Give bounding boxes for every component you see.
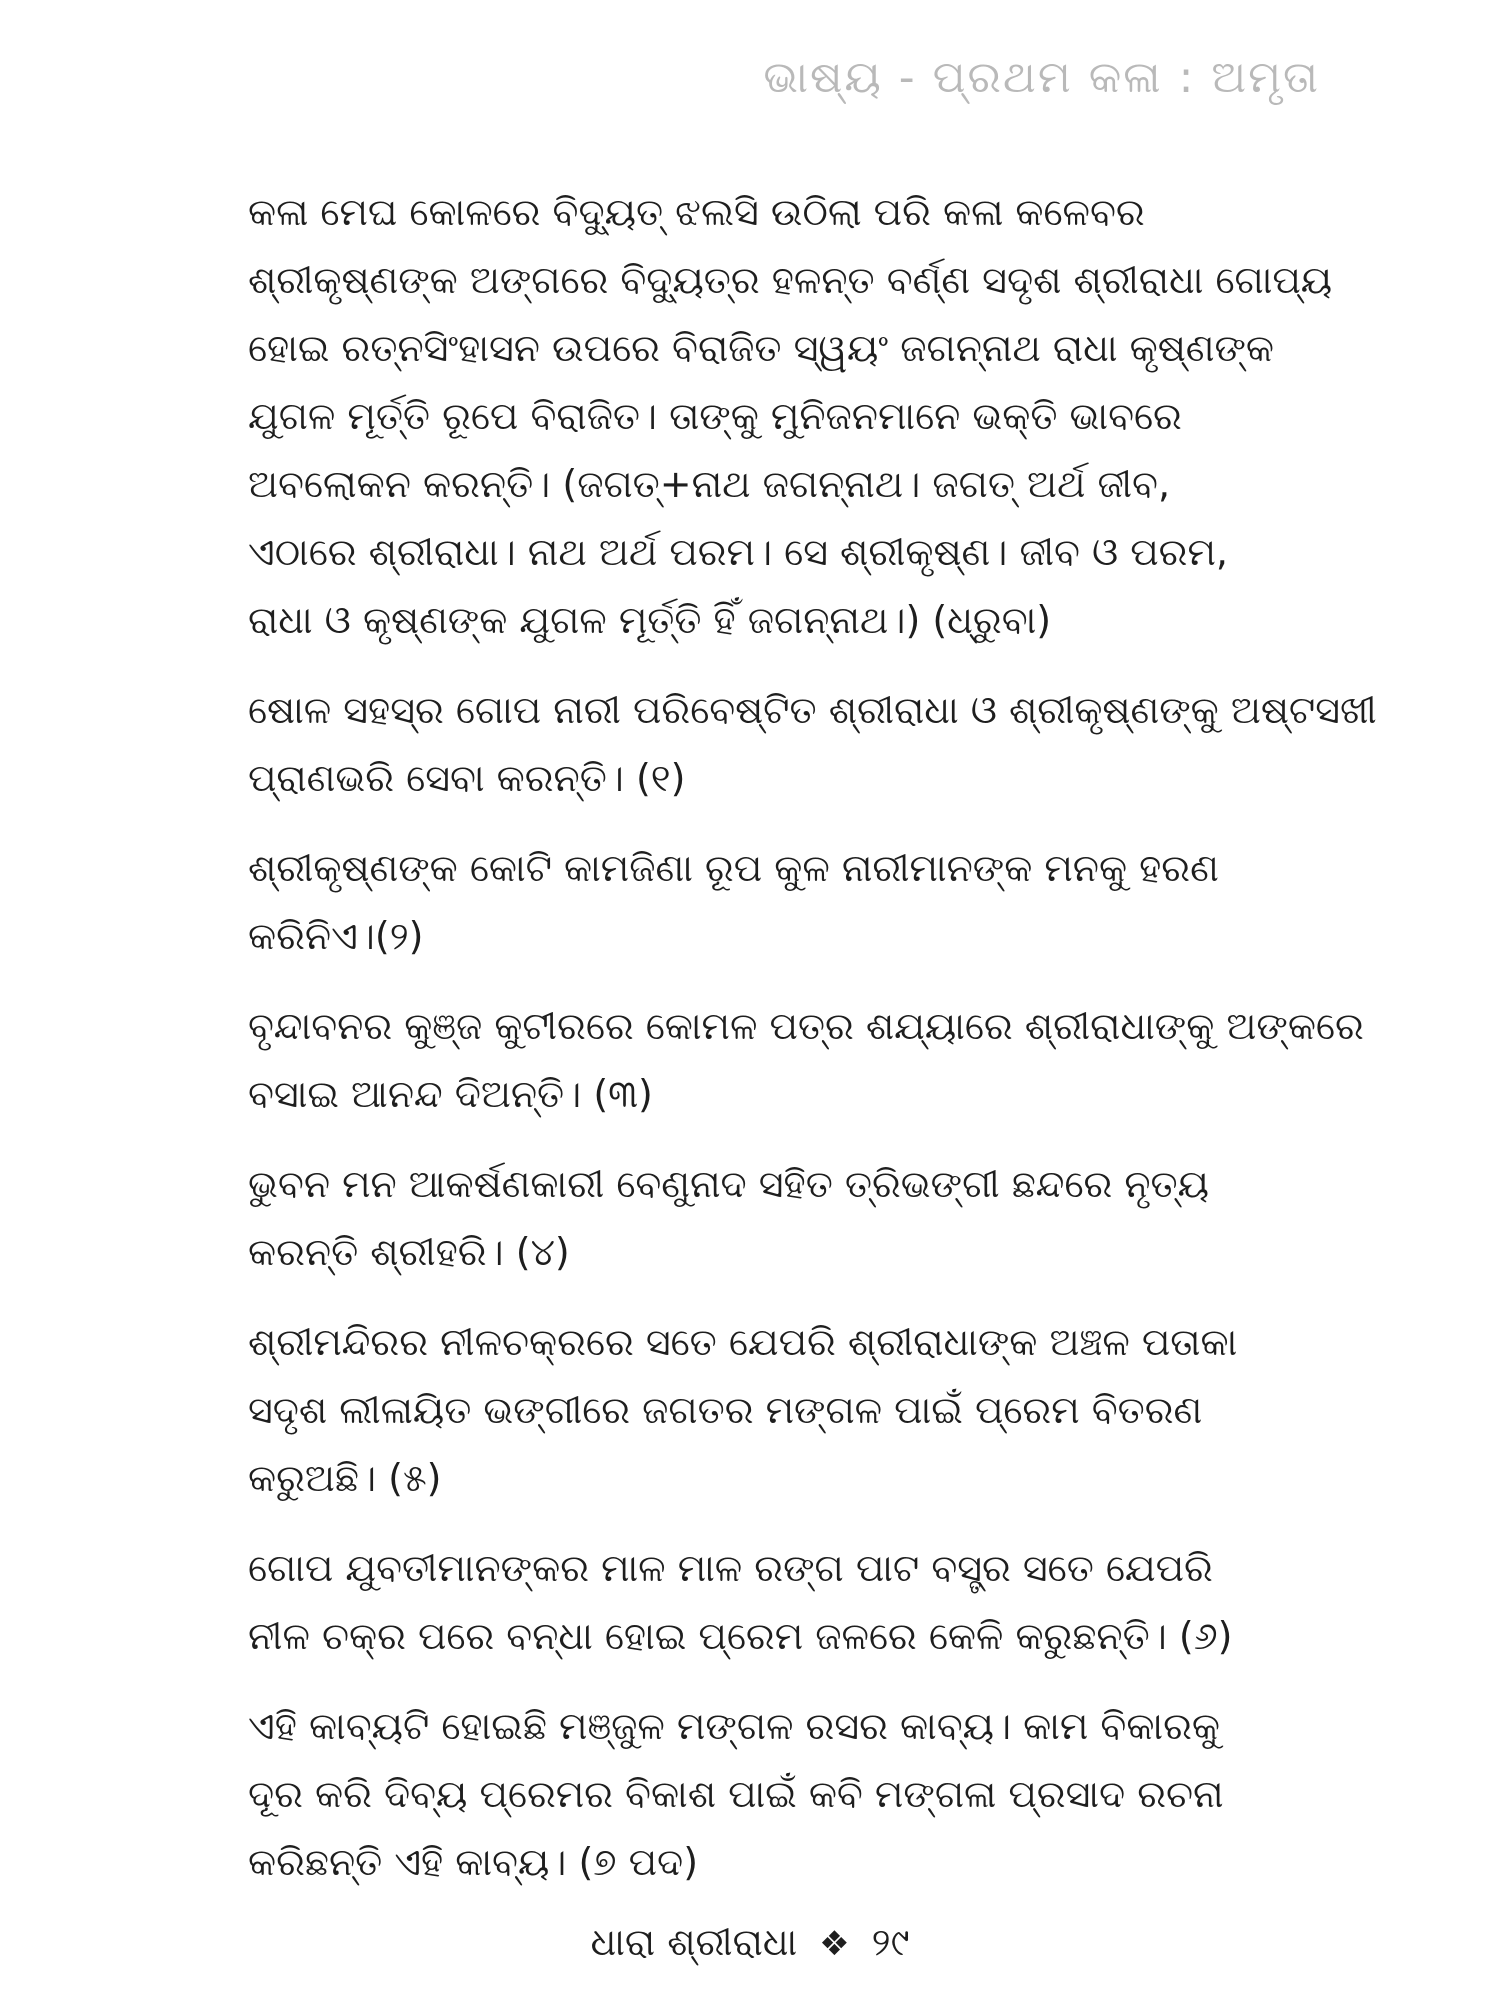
text-line: ଷୋଳ ସହସ୍ର ଗୋପ ନାରୀ ପରିବେଷ୍ଟିତ ଶ୍ରୀରାଧା ଓ ଶ୍ରୀକୃଷ୍ଣଙ୍କୁ ଅଷ୍ଟସଖୀ [248,688,1377,732]
text-line: ଶ୍ରୀକୃଷ୍ଣଙ୍କ ଅଙ୍ଗରେ ବିଦ୍ୟୁତ୍‌ର ହଳନ୍ତ ବର୍ଣ୍ଣ ସଦୃଶ ଶ୍ରୀରାଧା ଗୋପ୍ୟ [248,258,1333,302]
text-line: ଭୁବନ ମନ ଆକର୍ଷଣକାରୀ ବେଣୁନାଦ ସହିତ ତ୍ରିଭଙ୍ଗୀ ଛନ୍ଦରେ ନୃତ୍ୟ [248,1162,1209,1206]
text-line: ଅବଲୋକନ କରନ୍ତି। (ଜଗତ୍+ନାଥ ଜଗନ୍ନାଥ। ଜଗତ୍ ଅର୍ଥ ଜୀବ, [248,462,1171,506]
text-line: କଳା ମେଘ କୋଳରେ ବିଦ୍ୟୁତ୍ ଝଲସି ଉଠିଲା ପରି କଳା କଳେବର [248,190,1145,234]
text-line: କରନ୍ତି ଶ୍ରୀହରି। (୪) [248,1230,570,1274]
text-line: ନୀଳ ଚକ୍ର ପରେ ବନ୍ଧା ହୋଇ ପ୍ରେମ ଜଳରେ କେଳି କରୁଛନ୍ତି। (୬) [248,1614,1233,1658]
text-line: କରିନିଏ।(୨) [248,914,424,958]
paragraph-verse-1 [248,676,1377,812]
text-line: ବୃନ୍ଦାବନର କୁଞ୍ଜ କୁଟୀରରେ କୋମଳ ପତ୍ର ଶଯ୍ୟାରେ ଶ୍ରୀରାଧାଙ୍କୁ ଅଙ୍କରେ [248,1004,1364,1048]
text-line: ସଦୃଶ ଲୀଳାୟିତ ଭଙ୍ଗୀରେ ଜଗତର ମଙ୍ଗଳ ପାଇଁ ପ୍ରେମ ବିତରଣ [248,1388,1203,1432]
text-line: କରୁଅଛି। (୫) [248,1456,442,1500]
paragraph-verse-5 [248,1308,1248,1512]
page-number: ୨୯ [871,1920,910,1964]
footer-book-title: ଧାରା ଶ୍ରୀରାଧା [590,1920,798,1964]
text-line: ପ୍ରାଣଭରି ସେବା କରନ୍ତି। (୧) [248,756,686,800]
paragraph-conclusion [248,1692,1248,1896]
text-line: ଏହି କାବ୍ୟଟି ହୋଇଛି ମଞ୍ଜୁଳ ମଙ୍ଗଳ ରସର କାବ୍ୟ। କାମ ବିକାରକୁ [248,1704,1220,1748]
text-line: ଶ୍ରୀମନ୍ଦିରର ନୀଳଚକ୍ରରେ ସତେ ଯେପରି ଶ୍ରୀରାଧାଙ୍କ ଅଞ୍ଚଳ ପତାକା [248,1320,1238,1364]
running-header: ଭାଷ୍ୟ - ପ୍ରଥମ କଳା : ଅମୃତା [763,52,1320,103]
paragraph-verse-4 [248,1150,1248,1286]
text-line: ହୋଇ ରତ୍ନସିଂହାସନ ଉପରେ ବିରାଜିତ ସ୍ୱୟଂ ଜଗନ୍ନାଥ ରାଧା କୃଷ୍ଣଙ୍କ [248,326,1275,370]
text-line: ବସାଇ ଆନନ୍ଦ ଦିଅନ୍ତି। (୩) [248,1072,653,1116]
text-line: କରିଛନ୍ତି ଏହି କାବ୍ୟ। (୭ ପଦ) [248,1840,699,1884]
page-footer [0,1920,1500,1965]
text-line: ଦୂର କରି ଦିବ୍ୟ ପ୍ରେମର ବିକାଶ ପାଇଁ କବି ମଙ୍ଗଳା ପ୍ରସାଦ ରଚନା [248,1772,1224,1816]
paragraph-verse-3 [248,992,1364,1128]
text-line: ଗୋପ ଯୁବତୀମାନଙ୍କର ମାଳ ମାଳ ରଙ୍ଗ ପାଟ ବସ୍ତ୍ର ସତେ ଯେପରି [248,1546,1213,1590]
text-line: ରାଧା ଓ କୃଷ୍ଣଙ୍କ ଯୁଗଳ ମୂର୍ତ୍ତି ହିଁ ଜଗନ୍ନାଥ।) (ଧ୍ରୁବା) [248,598,1052,642]
paragraph-verse-6 [248,1534,1248,1670]
text-line: ଯୁଗଳ ମୂର୍ତ୍ତି ରୂପେ ବିରାଜିତ। ତାଙ୍କୁ ମୁନିଜନମାନେ ଭକ୍ତି ଭାବରେ [248,394,1182,438]
body-text [248,178,1377,1918]
paragraph-intro [248,178,1333,654]
text-line: ଏଠାରେ ଶ୍ରୀରାଧା। ନାଥ ଅର୍ଥ ପରମ। ସେ ଶ୍ରୀକୃଷ୍ଣ। ଜୀବ ଓ ପରମ, [248,530,1228,574]
ornament-icon: ❖ [819,1924,850,1964]
text-line: ଶ୍ରୀକୃଷ୍ଣଙ୍କ କୋଟି କାମଜିଣା ରୂପ କୁଳ ନାରୀମାନଙ୍କ ମନକୁ ହରଣ [248,846,1219,890]
paragraph-verse-2 [248,834,1248,970]
